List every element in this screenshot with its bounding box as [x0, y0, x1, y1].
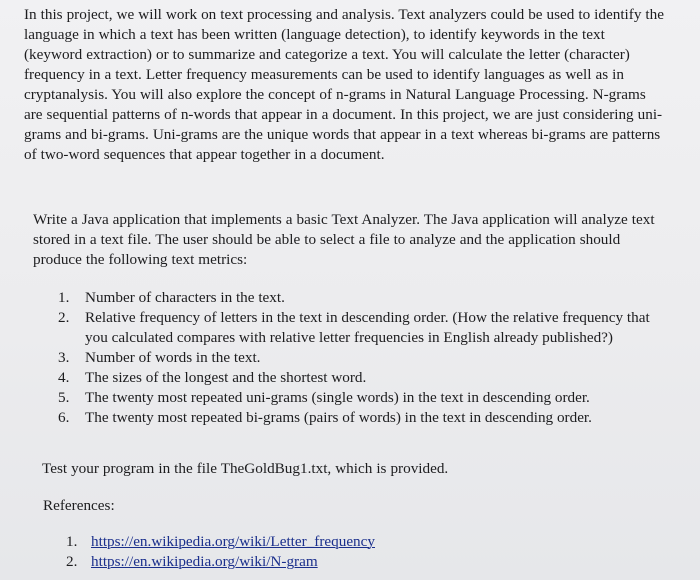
list-text: Number of characters in the text. — [85, 289, 285, 306]
list-item — [58, 368, 658, 388]
list-item — [58, 288, 658, 308]
task-paragraph: Write a Java application that implements a basic Text Analyzer. The Java application will analyze text stored in a text file. The user should be able to select a file to analyze and the application should produce the following text metrics: — [33, 211, 655, 268]
list-number: 4. — [58, 369, 70, 386]
reference-link-letter-frequency[interactable]: https://en.wikipedia.org/wiki/Letter_frequency — [91, 533, 375, 550]
list-text: Relative frequency of letters in the text in descending order. (How the relative frequency that you calculated compares with relative letter frequencies in English already published?) — [85, 309, 650, 346]
reference-item — [66, 532, 466, 552]
list-number: 3. — [58, 349, 70, 366]
list-text: The twenty most repeated uni-grams (single words) in the text in descending order. — [85, 389, 590, 406]
list-number: 1. — [58, 289, 70, 306]
list-text: The sizes of the longest and the shortest word. — [85, 369, 367, 386]
list-item — [58, 348, 658, 368]
reference-number: 2. — [66, 553, 78, 570]
list-item — [58, 308, 658, 348]
list-number: 6. — [58, 409, 70, 426]
references-list — [66, 532, 466, 572]
test-instruction: Test your program in the file TheGoldBug1.txt, which is provided. — [42, 460, 449, 477]
intro-paragraph: In this project, we will work on text processing and analysis. Text analyzers could be used to identify the language in which a text has been written (language detection), to identify keywords in the text (keyword extraction) or to summarize and categorize a text. You will calculate the letter (character) frequency in a text. Letter frequency measurements can be used to identify languages as well as in cryptanalysis. You will also explore the concept of n-grams in Natural Language Processing. N-grams are sequential patterns of n-words that appear in a document. In this project, we are just considering uni-grams and bi-grams. Uni-grams are the unique words that appear in a text whereas bi-grams are patterns of two-word sequences that appear together in a document. — [24, 6, 664, 163]
list-text: Number of words in the text. — [85, 349, 261, 366]
list-item — [58, 388, 658, 408]
list-number: 5. — [58, 389, 70, 406]
references-heading: References: — [43, 497, 115, 514]
list-number: 2. — [58, 309, 70, 326]
reference-number: 1. — [66, 533, 78, 550]
list-text: The twenty most repeated bi-grams (pairs of words) in the text in descending order. — [85, 409, 592, 426]
reference-link-n-gram[interactable]: https://en.wikipedia.org/wiki/N-gram — [91, 553, 318, 570]
metrics-list — [58, 288, 658, 428]
list-item — [58, 408, 658, 428]
reference-item — [66, 552, 466, 572]
